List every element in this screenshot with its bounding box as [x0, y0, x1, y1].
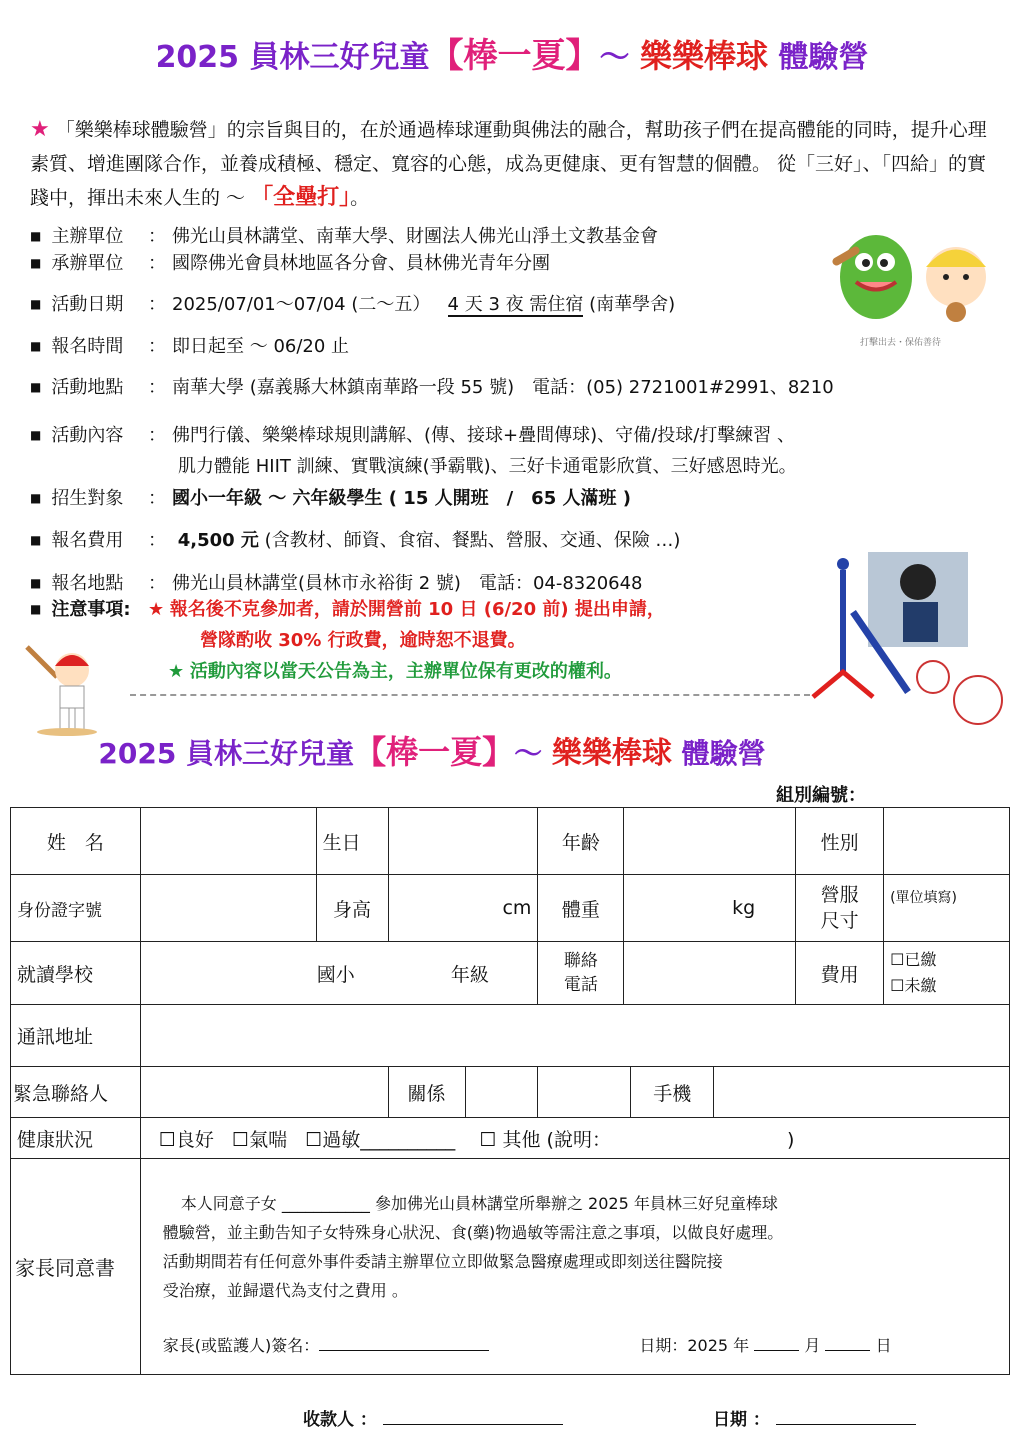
gender-field[interactable] — [884, 808, 1010, 875]
target-row: ■ 招生對象 ： 國小一年級 ～ 六年級學生 ( 15 人開班 / 65 人滿班 ) — [30, 484, 631, 510]
health-asthma-checkbox[interactable]: ☐氣喘 — [232, 1128, 288, 1151]
health-label: 健康狀況 — [11, 1118, 141, 1159]
school-label: 就讀學校 — [11, 942, 141, 1005]
page-title: 2025 員林三好兒童【棒一夏】～ 樂樂棒球 體驗營 — [155, 36, 869, 76]
intro-paragraph: ★ 「樂樂棒球體驗營」的宗旨與目的，在於通過棒球運動與佛法的融合，幫助孩子們在提高體能的同時，提升心理素質、增進團隊合作，並養成積極、穩定、寬容的心態，成為更健康、更有智慧的個體。 從「三好」、「四給」的實踐中，揮出未來人生的 ～ 「全壘打」。 — [30, 117, 987, 210]
receiver-row: 收款人 ： — [303, 1405, 563, 1430]
star-icon: ★ — [168, 661, 185, 682]
age-label: 年齡 — [538, 808, 624, 875]
health-other-checkbox[interactable]: ☐ 其他 (說明： — [479, 1128, 611, 1151]
baseball-kid-illustration — [22, 642, 112, 737]
star-icon: ★ — [148, 599, 165, 620]
unpaid-checkbox[interactable]: ☐未繳 — [890, 976, 937, 995]
weight-label: 體重 — [538, 875, 624, 942]
fee-row: ■ 報名費用 ： 4,500 元 (含教材、師資、食宿、餐點、營服、交通、保險 …) — [30, 526, 680, 552]
parent-signature-label: 家長(或監護人)簽名： — [162, 1336, 320, 1355]
id-number-label: 身份證字號 — [11, 875, 141, 942]
fee-label: 費用 — [796, 942, 884, 1005]
dates-row: ■ 活動日期 ： 2025/07/01～07/04 (二～五） 4 天 3 夜 需住宿 (南華學舍) — [30, 290, 675, 316]
paid-checkbox[interactable]: ☐已繳 — [890, 950, 937, 969]
mobile-field[interactable] — [714, 1067, 1010, 1118]
birthday-field[interactable] — [388, 808, 538, 875]
emergency-contact-label: 緊急聯絡人 — [11, 1067, 141, 1118]
relation-field-2[interactable]: 手機 — [538, 1067, 714, 1118]
notes-row-3: ★ 活動內容以當天公告為主，主辦單位保有更改的權利。 — [168, 661, 622, 682]
consent-date-label: 日期：2025 年 — [639, 1336, 750, 1355]
weight-field[interactable]: kg — [624, 875, 796, 942]
name-field[interactable] — [140, 808, 316, 875]
address-label: 通訊地址 — [11, 1005, 141, 1067]
content-row: ■ 活動內容 ： 佛門行儀、樂樂棒球規則講解、(傳、接球+疊間傳球)、守備/投球/打擊練習 、 — [30, 421, 795, 447]
consent-label: 家長同意書 — [11, 1159, 141, 1375]
footer-date-row: 日期 ： — [713, 1405, 916, 1430]
relation-label: 關係 — [388, 1067, 538, 1118]
receiver-field[interactable] — [383, 1424, 563, 1425]
address-field[interactable] — [140, 1005, 1009, 1067]
phone-field[interactable] — [624, 942, 796, 1005]
content-row-2: 肌力體能 HIIT 訓練、實戰演練(爭霸戰)、三好卡通電影欣賞、三好感恩時光。 — [178, 456, 797, 477]
health-good-checkbox[interactable]: ☐良好 — [158, 1128, 214, 1151]
id-number-field[interactable] — [140, 875, 316, 942]
emergency-contact-field[interactable] — [140, 1067, 388, 1118]
reg-place-row: ■ 報名地點 ： 佛光山員林講堂(員林市永裕街 2 號) 電話：04-8320648 — [30, 569, 643, 595]
cut-line-divider — [130, 694, 810, 696]
day-field[interactable] — [825, 1350, 870, 1351]
registration-form — [10, 807, 1010, 1375]
image-caption: 打擊出去・保佑善待 — [860, 338, 942, 348]
location-row: ■ 活動地點 ： 南華大學 (嘉義縣大林鎮南華路一段 55 號) 電話：(05) 2721001#2991、8210 — [30, 373, 834, 399]
health-options: ☐良好 ☐氣喘 ☐過敏__________ ☐ 其他 (說明： ) — [140, 1118, 1009, 1159]
name-label: 姓 名 — [11, 808, 141, 875]
month-field[interactable] — [754, 1350, 799, 1351]
gender-label: 性別 — [796, 808, 884, 875]
co-organizer-row: ■ 承辦單位 ： 國際佛光會員林地區各分會、員林佛光青年分團 — [30, 249, 550, 275]
notes-row-2: 營隊酌收 30% 行政費，逾時恕不退費。 — [200, 630, 526, 651]
relation-field[interactable] — [466, 1067, 538, 1117]
height-field[interactable]: cm — [388, 875, 538, 942]
parent-signature-field[interactable] — [319, 1350, 489, 1351]
height-label: 身高 — [316, 875, 388, 942]
shirt-size-label: 營服 尺寸 — [796, 875, 884, 942]
birthday-label: 生日 — [316, 808, 388, 875]
reg-period-row: ■ 報名時間 ： 即日起至 ～ 06/20 止 — [30, 332, 349, 358]
health-allergy-checkbox[interactable]: ☐過敏__________ — [305, 1128, 456, 1151]
age-field[interactable] — [624, 808, 796, 875]
notes-row: ■ 注意事項: ★ 報名後不克參加者，請於開營前 10 日 (6/20 前) 提出申請， — [30, 595, 665, 621]
form-title: 2025 員林三好兒童【棒一夏】～ 樂樂棒球 體驗營 — [98, 733, 766, 771]
consent-text: 本人同意子女 ___________ 參加佛光山員林講堂所舉辦之 2025 年員林三好兒童棒球 體驗營，並主動告知子女特殊身心狀況、食(藥)物過敏等需注意之事項，以做良好處理。 活動期間若有任何意外事件委請主辦單位立即做緊急醫療處理或即刻送往醫院接 受治療，並歸還代為支付之費用 。 家長(或監護人)簽名： 日期：2025 年 月 日 — [140, 1159, 1009, 1375]
group-number-label: 組別編號： — [776, 785, 866, 806]
footer-date-field[interactable] — [776, 1424, 916, 1425]
phone-label: 聯絡 電話 — [538, 942, 624, 1005]
school-field[interactable]: 國小 年級 — [140, 942, 538, 1005]
star-icon: ★ — [30, 117, 50, 142]
mascot-illustration — [826, 222, 996, 327]
shirt-size-field[interactable]: (單位填寫) — [884, 875, 1010, 942]
batting-tee-illustration — [808, 552, 1020, 730]
organizer-row: ■ 主辦單位 ： 佛光山員林講堂、南華大學、財團法人佛光山淨土文教基金會 — [30, 222, 658, 248]
fee-status — [884, 942, 1010, 1005]
